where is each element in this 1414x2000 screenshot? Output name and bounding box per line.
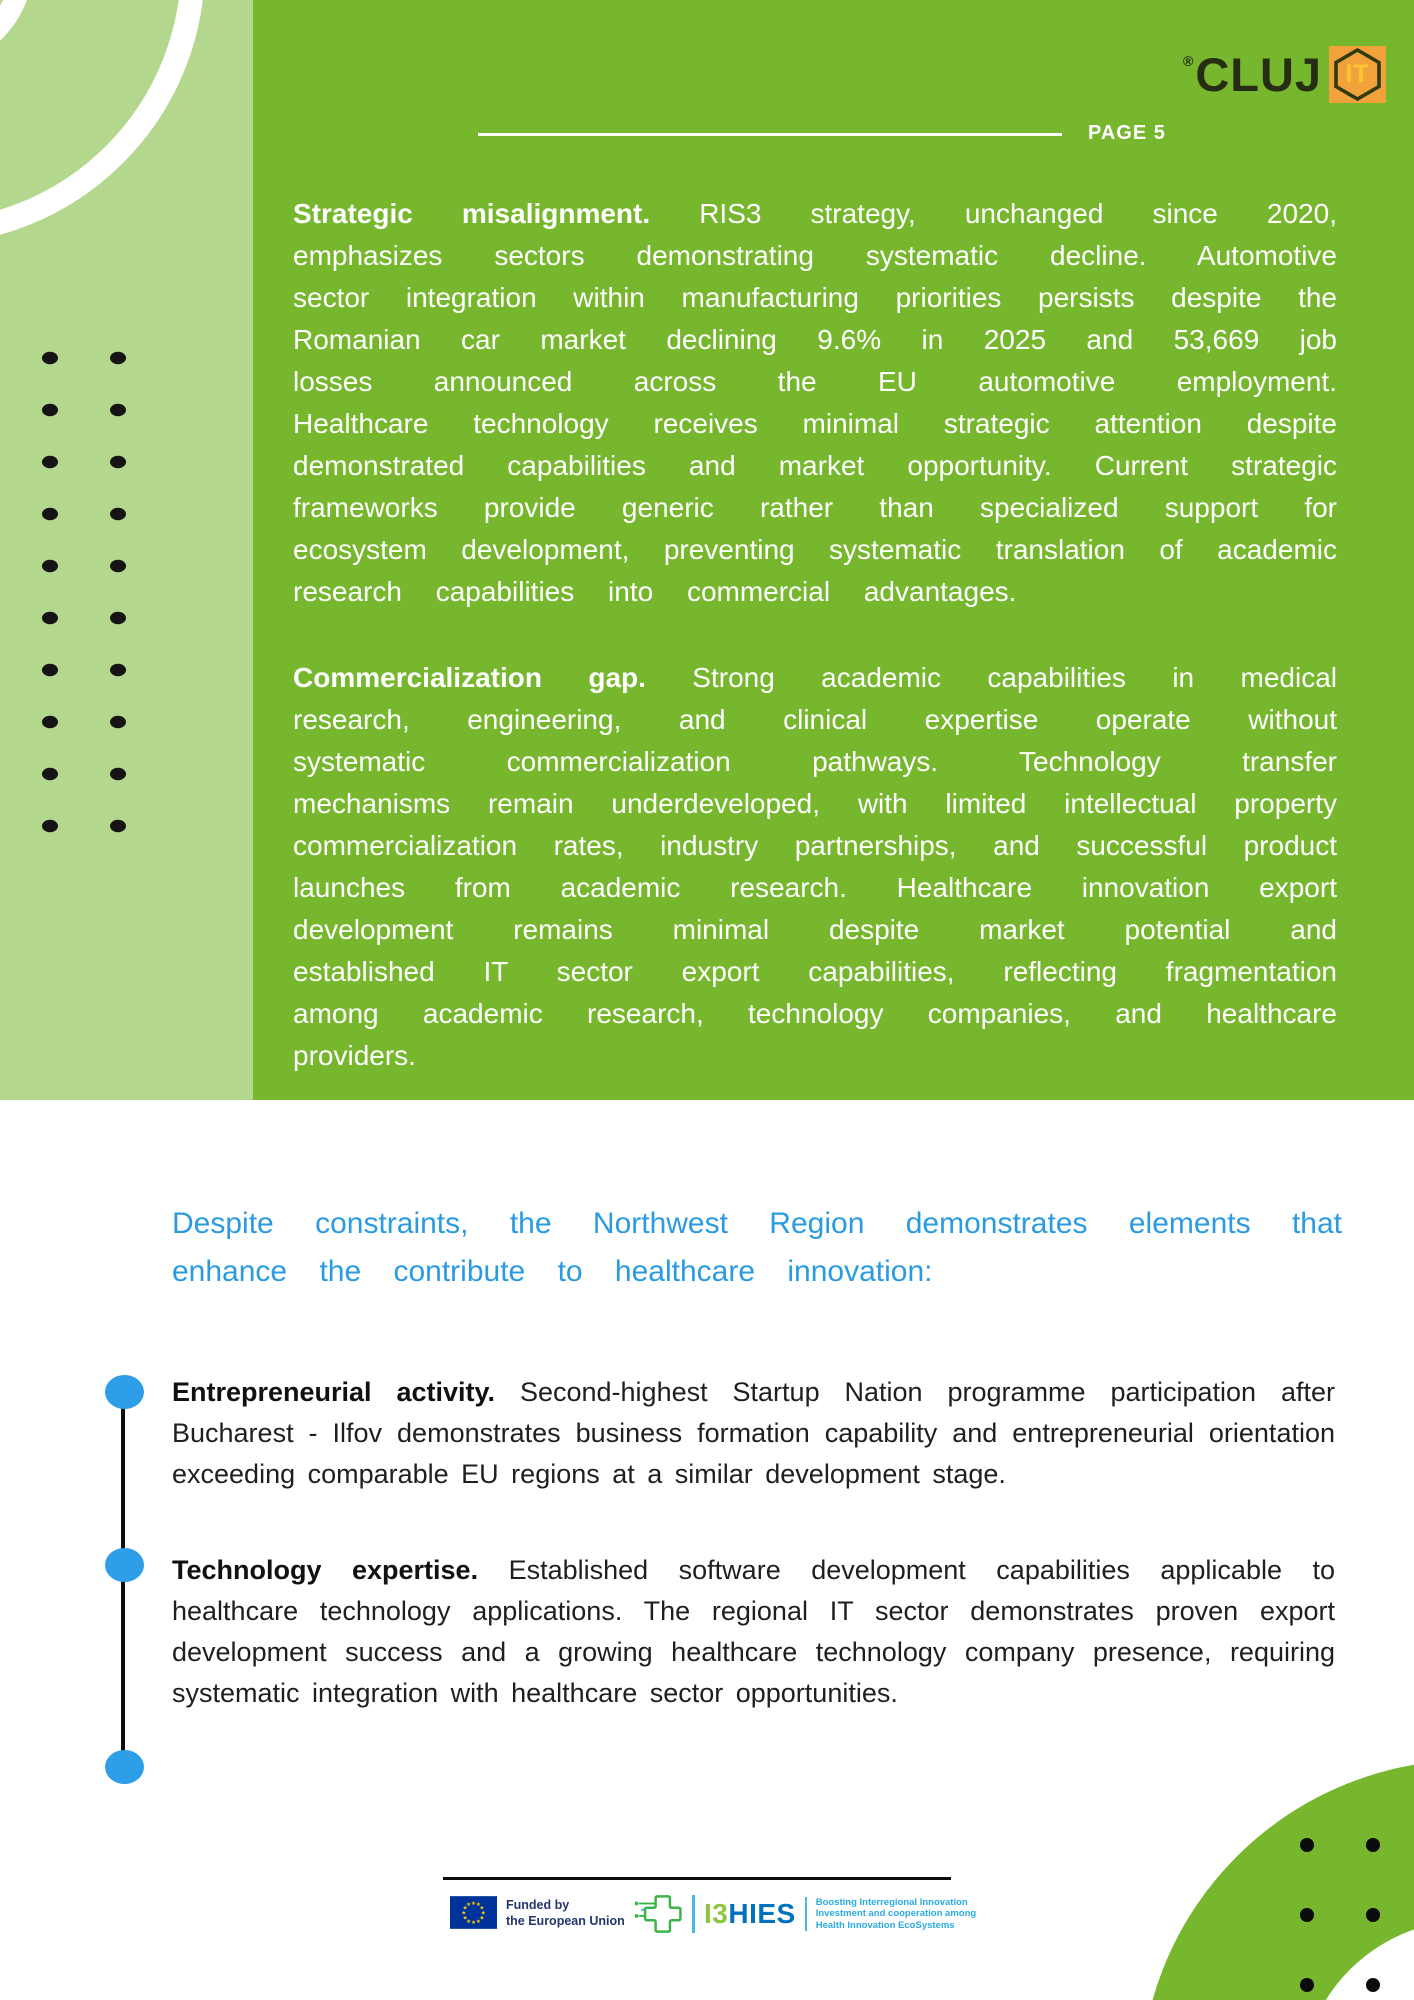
paragraph-lead: Strategic misalignment. (293, 198, 651, 229)
timeline-marker (105, 1548, 144, 1582)
eu-funding-block (450, 1896, 625, 1929)
bullet-technology-expertise (172, 1550, 1335, 1714)
bullet-entrepreneurial-activity (172, 1372, 1335, 1495)
eu-flag-icon (450, 1896, 497, 1929)
header-rule (478, 133, 1062, 136)
svg-text:★: ★ (475, 1918, 481, 1925)
tagline-line: Health Innovation EcoSystems (815, 1919, 955, 1931)
page-number-label: PAGE 5 (1088, 122, 1166, 144)
footer-rule (443, 1877, 951, 1880)
svg-text:★: ★ (470, 1900, 477, 1907)
svg-text:★: ★ (470, 1920, 477, 1927)
eu-funding-line2: the European Union (506, 1913, 625, 1928)
svg-text:★: ★ (475, 1902, 481, 1909)
dot-pattern-bottom-right (1280, 1820, 1414, 2000)
i3hies-prefix: I3 (704, 1898, 729, 1929)
svg-text:★: ★ (462, 1915, 468, 1922)
logo-separator (692, 1895, 695, 1933)
svg-text:★: ★ (480, 1910, 486, 1917)
bullet-body: Second-highest Startup Nation programme participation after Bucharest - Ilfov demonstrates business formation capability and entrepreneurial orientation exceeding comparable EU regions at a similar development stage. (172, 1377, 1335, 1489)
left-decor-panel (0, 0, 253, 1100)
health-cross-icon (634, 1893, 682, 1935)
bullet-lead: Technology expertise. (172, 1555, 479, 1585)
paragraph-body: Strong academic capabilities in medical research, engineering, and clinical expertise operate without systematic commercialization pathways. Technology transfer mechanisms remain underdeveloped, with limited intellectual property commercialization rates, industry partnerships, and successful product launches from academic research. Healthcare innovation export development remains minimal despite market potential and established IT sector export capabilities, reflecting fragmentation among academic research, technology companies, and healthcare providers. (293, 662, 1337, 1071)
svg-text:★: ★ (461, 1910, 467, 1917)
timeline-marker (105, 1750, 144, 1784)
cluj-it-logo (1183, 46, 1386, 103)
svg-text:★: ★ (479, 1905, 485, 1912)
logo-it-text: IT (1345, 60, 1370, 88)
svg-text:★: ★ (462, 1905, 468, 1912)
i3hies-tagline (816, 1897, 976, 1932)
i3hies-suffix: HIES (728, 1898, 796, 1929)
dot-pattern-left (0, 0, 253, 1100)
logo-it-badge (1329, 46, 1386, 103)
bullet-body: Established software development capabilities applicable to healthcare technology applications. The regional IT sector demonstrates proven export development success and a growing healthcare technology company presence, requiring systematic integration with healthcare sector opportunities. (172, 1555, 1335, 1708)
hero-paragraphs (293, 193, 1337, 1077)
registered-mark-icon: ® (1183, 52, 1194, 69)
tagline-line: Boosting Interregional Innovation (815, 1896, 968, 1908)
svg-text:★: ★ (466, 1918, 472, 1925)
paragraph-body: RIS3 strategy, unchanged since 2020, emphasizes sectors demonstrating systematic decline. Automotive sector integration within manufacturing priorities persists despite the Romanian car market declining 9.6% in 2025 and 53,669 job losses announced across the EU automotive employment. Healthcare technology receives minimal strategic attention despite demonstrated capabilities and market opportunity. Current strategic frameworks provide generic rather than specialized support for ecosystem development, preventing systematic translation of academic research capabilities into commercial advantages. (293, 198, 1337, 607)
timeline-marker (105, 1375, 144, 1409)
section-heading: Despite constraints, the Northwest Region demonstrates elements that enhance the contribute to healthcare innovation: (172, 1207, 1342, 1288)
paragraph-strategic-misalignment (293, 193, 1337, 613)
paragraph-commercialization-gap (293, 657, 1337, 1077)
eu-funding-text (506, 1897, 625, 1929)
i3hies-wordmark (704, 1900, 796, 1928)
svg-text:★: ★ (466, 1902, 472, 1909)
tagline-line: Investment and cooperation among (815, 1908, 977, 1920)
eu-funding-line1: Funded by (506, 1897, 570, 1912)
bullet-lead: Entrepreneurial activity. (172, 1377, 496, 1407)
svg-text:★: ★ (479, 1915, 485, 1922)
logo-separator (805, 1897, 807, 1931)
logo-wordmark: CLUJ (1195, 48, 1323, 101)
i3hies-logo-block (634, 1893, 976, 1935)
paragraph-lead: Commercialization gap. (293, 662, 646, 693)
